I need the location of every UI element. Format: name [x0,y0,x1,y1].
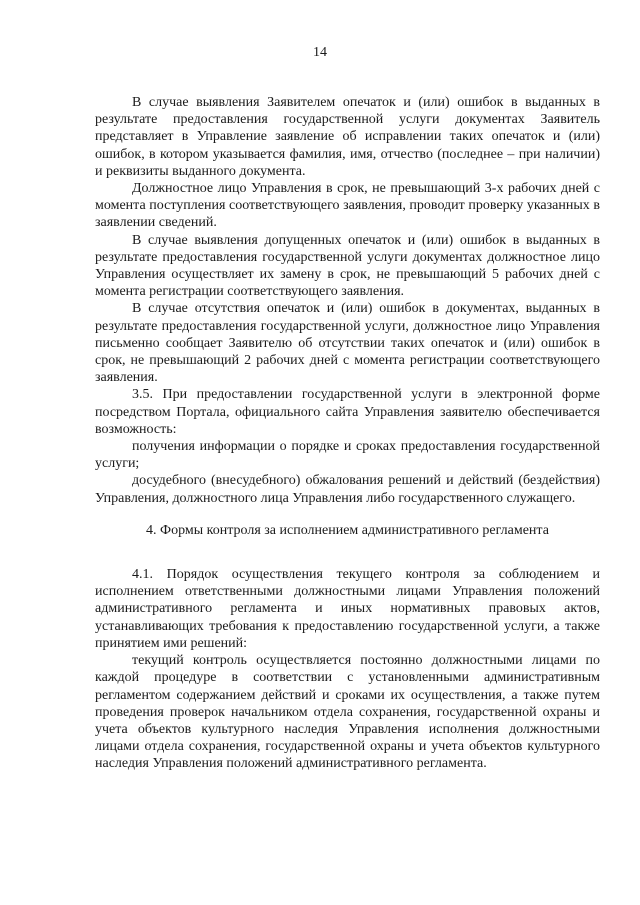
paragraph-appeal: досудебного (внесудебного) обжалования решений и действий (бездействия) Управления, должностного лица Управления либо государственного служащего. [95,473,600,506]
paragraph-no-errors-notice: В случае отсутствия опечаток и (или) ошибок в документах, выданных в результате предоставления государственной услуги, должностное лицо Управления письменно сообщает Заявителю об отсутствии таких опечаток и (или) ошибок в срок, не превышающий 2 рабочих дней с момента регистрации соответствующего заявления. [95,301,600,386]
paragraph-typo-request: В случае выявления Заявителем опечаток и (или) ошибок в выданных в результате предоставления государственной услуги документах Заявитель представляет в Управление заявление об исправлении таких опечаток и (или) ошибок, в котором указывается фамилия, имя, отчество (последнее – при наличии) и реквизиты выданного документа. [95,95,600,179]
paragraph-section-4-1: 4.1. Порядок осуществления текущего контроля за соблюдением и исполнением ответственными должностными лицами Управления положений административного регламента и иных нормативных правовых актов, устанавливающих требования к предоставлению государственной услуги, а также принятием ими решений: [95,567,600,651]
paragraph-section-3-5: 3.5. При предоставлении государственной услуги в электронной форме посредством Портала, официального сайта Управления заявителю обеспечивается возможность: [95,387,600,437]
paragraph-current-control: текущий контроль осуществляется постоянно должностными лицами по каждой процедуре в соответствии с установленными административным регламентом содержанием действий и сроками их осуществления, а также путем проведения проверок начальником отдела сохранения, государственной охраны и учета объектов культурного наследия Управления исполнения должностными лицами отдела сохранения, государственной охраны и учета объектов культурного наследия Управления положений административного регламента. [95,653,600,772]
document-body [95,94,600,773]
paragraph-info-access: получения информации о порядке и сроках предоставления государственной услуги; [95,439,600,472]
paragraph-replacement-term: В случае выявления допущенных опечаток и (или) ошибок в выданных в результате предоставления государственной услуги документах должностное лицо Управления осуществляет их замену в срок, не превышающий 5 рабочих дней с момента регистрации соответствующего заявления. [95,232,600,300]
section-heading: 4. Формы контроля за исполнением административного регламента [146,522,549,538]
paragraph-verification-term: Должностное лицо Управления в срок, не превышающий 3-х рабочих дней с момента поступления соответствующего заявления, проводит проверку указанных в заявлении сведений. [95,181,600,231]
page-number: 14 [313,45,327,60]
